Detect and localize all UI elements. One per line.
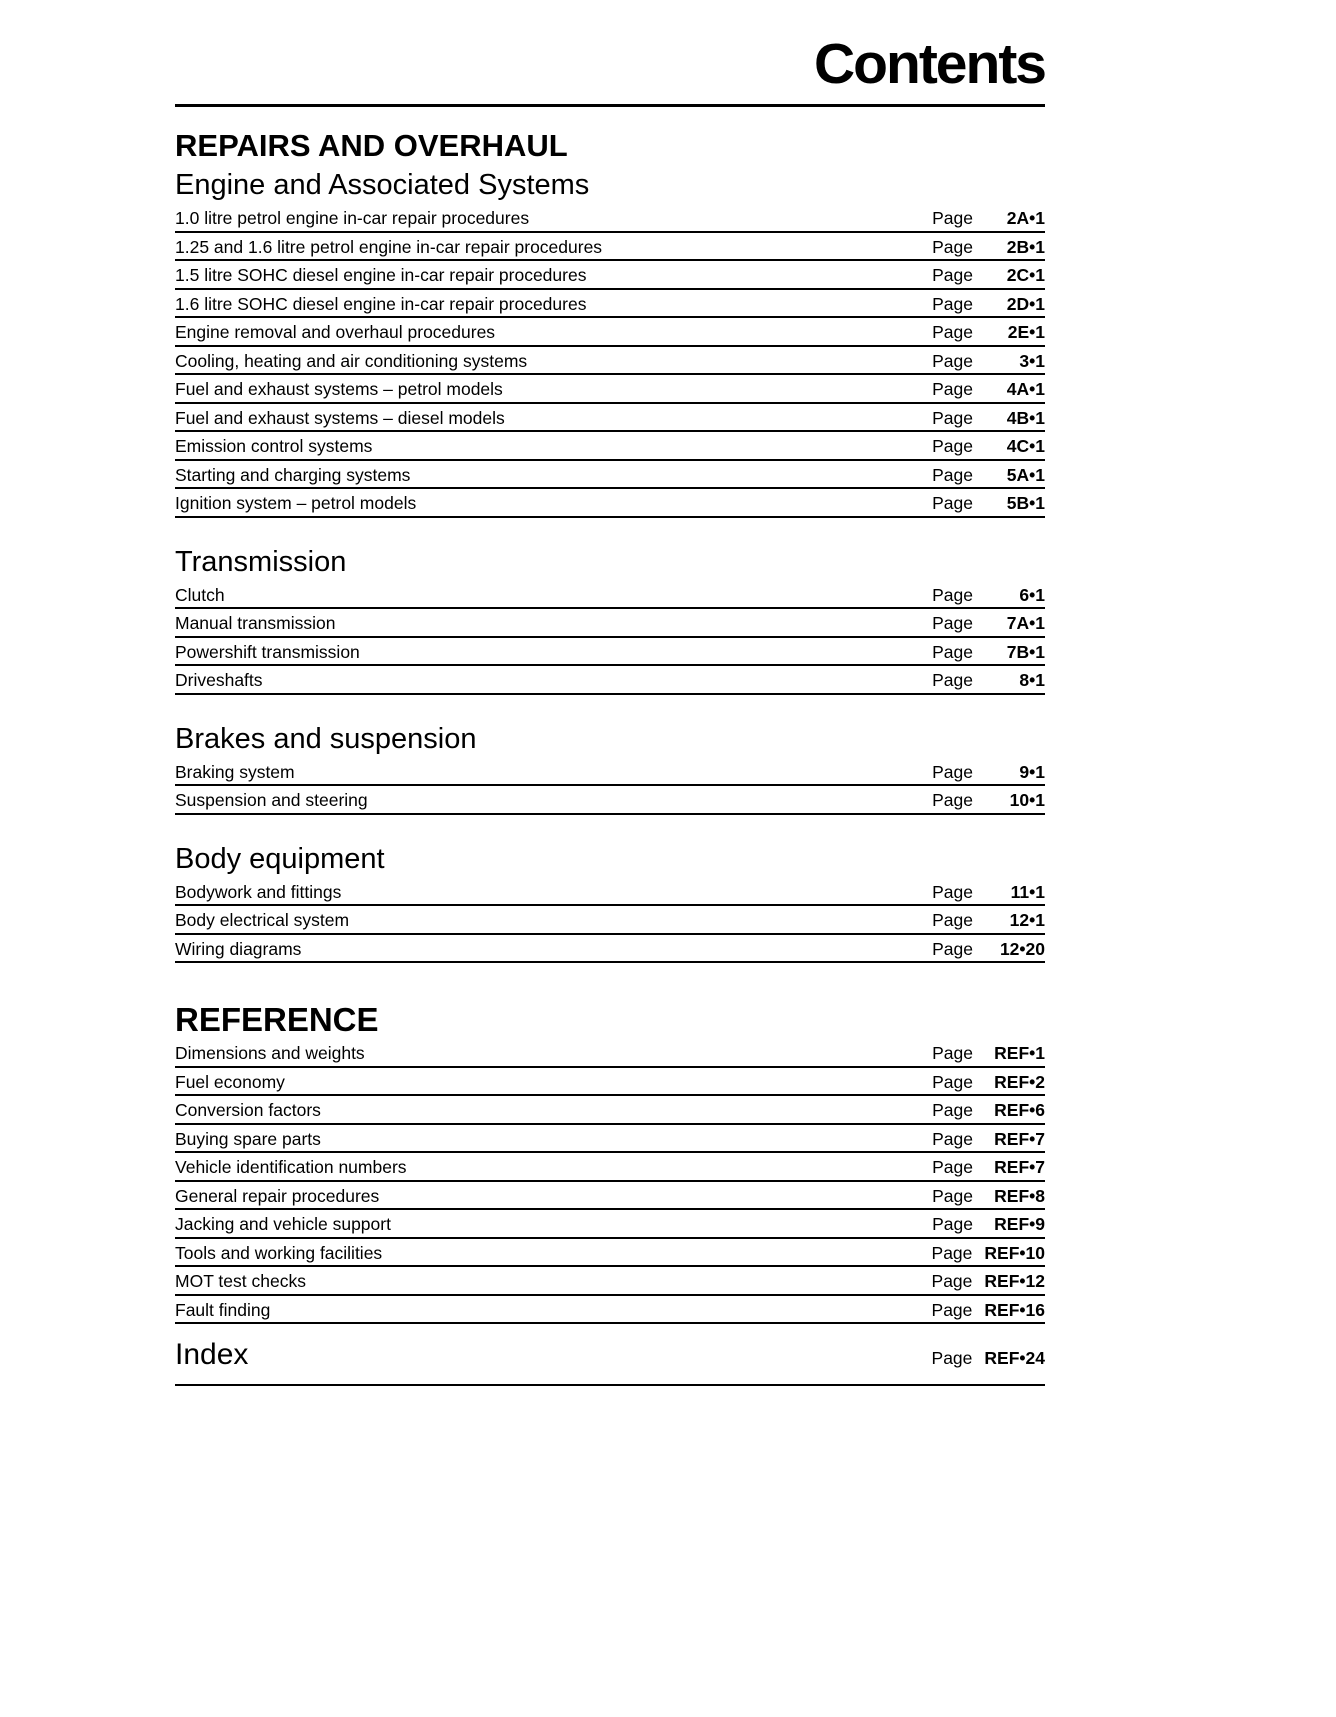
page-number: 2E•1 <box>1007 322 1045 342</box>
toc-row <box>175 581 1045 610</box>
page-reference <box>932 762 1045 783</box>
toc-entry-title: Wiring diagrams <box>175 938 302 959</box>
page-number: REF•12 <box>984 1271 1045 1291</box>
page-label: Page <box>932 1100 973 1120</box>
page-reference <box>932 1129 1045 1150</box>
toc-entry-title: 1.6 litre SOHC diesel engine in-car repair procedures <box>175 293 587 314</box>
page-number: 8•1 <box>1019 670 1045 690</box>
toc-entry-title: Driveshafts <box>175 670 263 690</box>
page-label: Page <box>932 641 973 662</box>
page-number: 9•1 <box>1019 761 1045 782</box>
toc-row <box>175 1096 1045 1125</box>
toc-entry-title: Emission control systems <box>175 436 373 456</box>
toc-row <box>175 204 1045 233</box>
page-number: REF•8 <box>994 1185 1045 1206</box>
page-label: Page <box>932 293 973 314</box>
page-number: 5A•1 <box>1006 464 1045 485</box>
page-reference <box>932 379 1045 400</box>
page-label: Page <box>932 790 973 810</box>
toc-row <box>175 261 1045 290</box>
toc-row <box>175 609 1045 638</box>
page-reference <box>932 670 1045 691</box>
page-number: REF•7 <box>994 1128 1045 1149</box>
toc-row <box>175 233 1045 262</box>
page-number: REF•24 <box>984 1348 1045 1368</box>
toc-row <box>175 638 1045 667</box>
page-label: Page <box>931 1299 973 1320</box>
page-number: 11•1 <box>1010 881 1045 902</box>
toc-row <box>175 1182 1045 1211</box>
page-label: Page <box>932 350 973 371</box>
toc-row <box>175 432 1045 461</box>
page-reference <box>932 790 1045 811</box>
page-number: REF•10 <box>984 1242 1045 1263</box>
page-label: Page <box>932 407 973 428</box>
toc-row <box>175 489 1045 518</box>
page-reference <box>932 208 1045 229</box>
page-label: Page <box>932 493 973 513</box>
page-reference <box>932 1300 1045 1321</box>
toc-entry-title: Tools and working facilities <box>175 1242 383 1263</box>
toc-entry-title: Suspension and steering <box>175 790 368 810</box>
toc-entry-title: Manual transmission <box>175 613 336 633</box>
toc-entry-title: Vehicle identification numbers <box>175 1157 407 1177</box>
page-number: 4A•1 <box>1006 379 1045 399</box>
page-number: 4B•1 <box>1006 407 1045 428</box>
toc-entry-title: 1.5 litre SOHC diesel engine in-car repair procedures <box>175 265 587 285</box>
toc-entry-title: Fuel and exhaust systems – petrol models <box>175 379 503 399</box>
page-label: Page <box>932 670 973 690</box>
page-number: REF•1 <box>994 1043 1045 1063</box>
group-heading: Transmission <box>175 545 347 578</box>
page-reference <box>932 493 1045 514</box>
page-reference <box>932 1186 1045 1207</box>
page-label: Page <box>932 265 973 285</box>
page-reference <box>932 1348 1045 1369</box>
page-reference <box>932 265 1045 286</box>
page-number: 7B•1 <box>1006 641 1045 662</box>
section-heading: REFERENCE <box>175 1001 379 1038</box>
page-label: Page <box>932 236 973 257</box>
page-number: 6•1 <box>1019 584 1045 605</box>
page-label: Page <box>931 1271 973 1291</box>
toc-entry-title: Starting and charging systems <box>175 464 411 485</box>
toc-entry-title: Fault finding <box>175 1299 271 1320</box>
masthead-rule <box>175 104 1045 107</box>
group-heading: Brakes and suspension <box>175 722 477 755</box>
masthead <box>175 34 1045 94</box>
page-number: 4C•1 <box>1006 436 1045 456</box>
page-number: 5B•1 <box>1006 493 1045 513</box>
toc-row <box>175 318 1045 347</box>
page-reference <box>932 1214 1045 1235</box>
page-label: Page <box>932 379 973 399</box>
toc-entry-title: Braking system <box>175 761 295 782</box>
page-number: REF•9 <box>994 1214 1045 1234</box>
toc-entry-title: Ignition system – petrol models <box>175 493 417 513</box>
page-number: 2C•1 <box>1006 265 1045 285</box>
section-heading: REPAIRS AND OVERHAUL <box>175 128 568 163</box>
page-label: Page <box>932 436 973 456</box>
toc-entry-title: Jacking and vehicle support <box>175 1214 391 1234</box>
page-reference <box>932 1100 1045 1121</box>
page-reference <box>932 882 1045 903</box>
toc-entry-title: Dimensions and weights <box>175 1043 365 1063</box>
group-heading: Body equipment <box>175 842 385 875</box>
page-label: Page <box>932 613 973 633</box>
toc-entry-title: 1.0 litre petrol engine in-car repair procedures <box>175 208 530 228</box>
toc-row <box>175 758 1045 787</box>
page-number: REF•16 <box>984 1299 1045 1320</box>
page-number: 12•20 <box>999 938 1045 959</box>
toc-rows <box>175 204 1045 518</box>
page-number: 3•1 <box>1019 350 1045 371</box>
toc-entry-title: MOT test checks <box>175 1271 306 1291</box>
page-label: Page <box>931 1348 973 1368</box>
toc-row <box>175 1296 1045 1325</box>
toc-row <box>175 666 1045 695</box>
page-reference <box>932 613 1045 634</box>
toc-entry-title: Bodywork and fittings <box>175 881 342 902</box>
page-label: Page <box>932 208 973 228</box>
page-label: Page <box>932 1043 973 1063</box>
toc-row <box>175 1068 1045 1097</box>
table-of-contents <box>175 129 1045 1386</box>
toc-row <box>175 347 1045 376</box>
page-reference <box>932 351 1045 372</box>
page-label: Page <box>932 464 973 485</box>
page-reference <box>932 1072 1045 1093</box>
page-label: Page <box>932 1214 973 1234</box>
toc-entry-title: Cooling, heating and air conditioning systems <box>175 350 528 371</box>
toc-rows <box>175 758 1045 815</box>
toc-row <box>175 404 1045 433</box>
toc-row <box>175 375 1045 404</box>
page-label: Page <box>932 1157 973 1177</box>
toc-entry-title: Engine removal and overhaul procedures <box>175 322 496 342</box>
toc-row <box>175 1210 1045 1239</box>
page-label: Page <box>932 1128 973 1149</box>
page-reference <box>932 1271 1045 1292</box>
toc-entry-title: Fuel economy <box>175 1071 285 1092</box>
page-reference <box>932 465 1045 486</box>
index-row <box>175 1338 1045 1386</box>
group-heading: Engine and Associated Systems <box>175 169 590 201</box>
toc-row <box>175 878 1045 907</box>
page-number: 10•1 <box>1009 790 1045 810</box>
page-reference <box>932 294 1045 315</box>
toc-row <box>175 290 1045 319</box>
toc-entry-title: Conversion factors <box>175 1100 321 1120</box>
toc-rows <box>175 878 1045 964</box>
page-reference <box>932 1043 1045 1064</box>
index-title: Index <box>175 1338 249 1371</box>
toc-row <box>175 461 1045 490</box>
page-reference <box>932 642 1045 663</box>
page-label: Page <box>932 1185 973 1206</box>
page-label: Page <box>932 1071 973 1092</box>
page-number: 2D•1 <box>1006 293 1045 314</box>
page-title: Contents <box>814 32 1045 96</box>
page-number: 12•1 <box>1009 910 1045 930</box>
page-number: REF•2 <box>994 1071 1045 1092</box>
page-label: Page <box>932 938 973 959</box>
toc-entry-title: Buying spare parts <box>175 1128 321 1149</box>
page-label: Page <box>932 322 973 342</box>
toc-entry-title: 1.25 and 1.6 litre petrol engine in-car repair procedures <box>175 236 603 257</box>
page-reference <box>932 436 1045 457</box>
page-label: Page <box>932 761 973 782</box>
toc-entry-title: Body electrical system <box>175 910 350 930</box>
toc-entry-title: General repair procedures <box>175 1185 380 1206</box>
toc-rows <box>175 1039 1045 1324</box>
toc-row <box>175 1125 1045 1154</box>
toc-row <box>175 1153 1045 1182</box>
toc-entry-title: Fuel and exhaust systems – diesel models <box>175 407 505 428</box>
page-reference <box>932 1243 1045 1264</box>
page-reference <box>932 1157 1045 1178</box>
page-label: Page <box>932 881 973 902</box>
page-label: Page <box>931 1242 973 1263</box>
toc-row <box>175 786 1045 815</box>
page-number: 2B•1 <box>1006 236 1045 257</box>
page-reference <box>932 910 1045 931</box>
toc-rows <box>175 581 1045 695</box>
toc-row <box>175 906 1045 935</box>
page-label: Page <box>932 584 973 605</box>
page-reference <box>932 408 1045 429</box>
toc-entry-title: Clutch <box>175 584 225 605</box>
page-label: Page <box>932 910 973 930</box>
page-reference <box>932 585 1045 606</box>
page-number: 7A•1 <box>1006 613 1045 633</box>
toc-row <box>175 1239 1045 1268</box>
toc-row <box>175 935 1045 964</box>
page-reference <box>932 237 1045 258</box>
page-number: REF•6 <box>994 1100 1045 1120</box>
page-reference <box>932 322 1045 343</box>
toc-entry-title: Powershift transmission <box>175 641 360 662</box>
page-number: 2A•1 <box>1006 208 1045 228</box>
page-reference <box>932 939 1045 960</box>
toc-row <box>175 1267 1045 1296</box>
page-number: REF•7 <box>994 1157 1045 1177</box>
toc-row <box>175 1039 1045 1068</box>
